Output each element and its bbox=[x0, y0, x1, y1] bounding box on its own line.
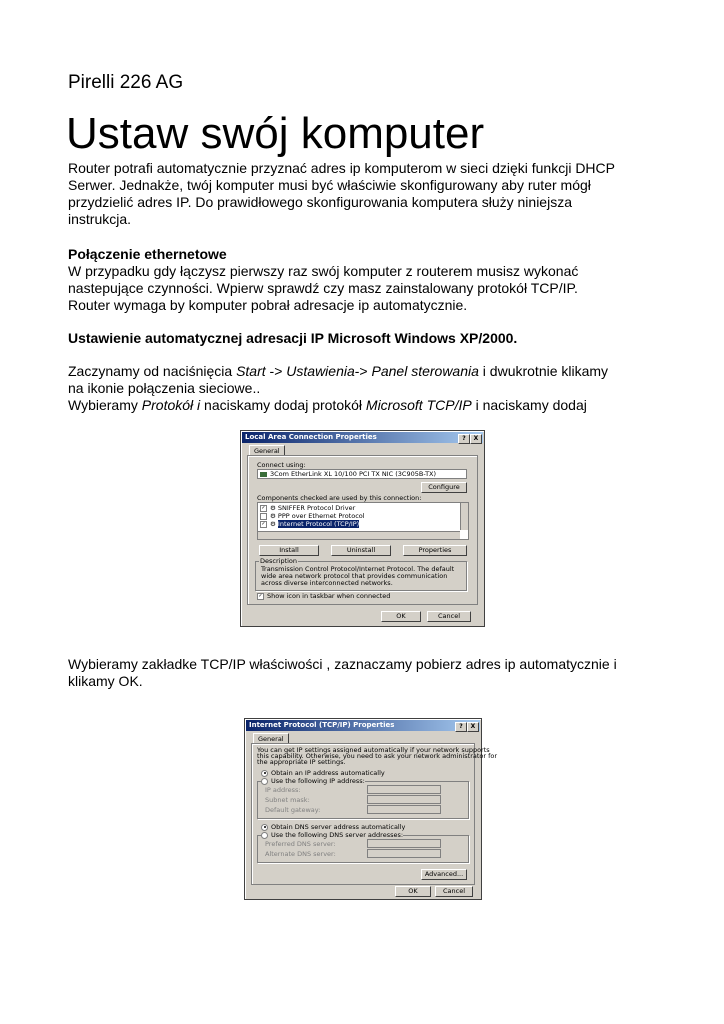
use-ip-option[interactable] bbox=[261, 777, 365, 785]
start-line-1 bbox=[68, 363, 668, 380]
default-gateway-field[interactable] bbox=[367, 805, 441, 814]
intro-line: przydzielić adres IP. Do prawidłowego skonfigurowania komputera służy niniejsza bbox=[68, 194, 572, 210]
show-icon-option[interactable] bbox=[257, 592, 390, 600]
start-line-2: na ikonie połączenia sieciowe.. bbox=[68, 380, 261, 396]
components-list[interactable] bbox=[257, 502, 469, 540]
text-run: i naciskamy dodaj bbox=[471, 397, 587, 413]
help-button[interactable]: ? bbox=[455, 722, 467, 732]
italic-run: Protokół i bbox=[141, 397, 201, 413]
ok-button[interactable]: OK bbox=[395, 886, 431, 897]
use-dns-option[interactable] bbox=[261, 831, 403, 839]
tcp-line: klikamy OK. bbox=[68, 673, 143, 689]
start-line-3 bbox=[68, 397, 668, 414]
obtain-dns-option[interactable] bbox=[261, 823, 405, 831]
cancel-button[interactable]: Cancel bbox=[427, 611, 471, 622]
preferred-dns-field[interactable] bbox=[367, 839, 441, 848]
info-line: the appropriate IP settings. bbox=[257, 758, 346, 766]
horizontal-scrollbar[interactable] bbox=[258, 531, 460, 539]
text-run: naciskamy dodaj protokół bbox=[200, 397, 366, 413]
dialog-titlebar bbox=[246, 720, 480, 731]
text-run: Wybieramy bbox=[68, 397, 142, 413]
show-icon-label: Show icon in taskbar when connected bbox=[267, 592, 391, 600]
italic-run: Microsoft TCP/IP bbox=[365, 397, 472, 413]
obtain-dns-label: Obtain DNS server address automatically bbox=[271, 823, 406, 831]
ip-address-label: IP address: bbox=[265, 786, 301, 794]
use-dns-label: Use the following DNS server addresses: bbox=[271, 831, 404, 839]
intro-paragraph bbox=[68, 160, 668, 228]
connect-using-label: Connect using: bbox=[257, 461, 306, 469]
protocol-icon: ⚙ bbox=[270, 512, 276, 520]
alternate-dns-field[interactable] bbox=[367, 849, 441, 858]
local-area-connection-dialog bbox=[240, 430, 485, 627]
components-label: Components checked are used by this connection: bbox=[257, 494, 422, 502]
ethernet-line: nastepujące czynności. Wpierw sprawdź czy masz zainstalowany protokół TCP/IP. bbox=[68, 280, 578, 296]
text-run: -> bbox=[354, 363, 372, 379]
obtain-ip-option[interactable] bbox=[261, 769, 385, 777]
italic-run: Start bbox=[236, 363, 266, 379]
checkbox[interactable] bbox=[260, 513, 267, 520]
tab-general[interactable]: General bbox=[253, 733, 289, 744]
description-line: across diverse interconnected networks. bbox=[261, 579, 393, 587]
description-line: Transmission Control Protocol/Internet Protocol. The default bbox=[261, 565, 455, 573]
document-title: Ustaw swój komputer bbox=[66, 109, 485, 158]
protocol-icon: ⚙ bbox=[270, 520, 276, 528]
configure-button[interactable]: Configure bbox=[421, 482, 467, 493]
italic-run: Ustawienia bbox=[286, 363, 355, 379]
tab-general[interactable]: General bbox=[249, 445, 285, 456]
tcpip-properties-dialog bbox=[244, 718, 498, 900]
dialog-title: Internet Protocol (TCP/IP) Properties bbox=[249, 721, 395, 729]
info-line: this capability. Otherwise, you need to ask your network administrator for bbox=[257, 752, 498, 760]
cancel-button[interactable]: Cancel bbox=[435, 886, 473, 897]
show-icon-checkbox[interactable]: ✓ bbox=[258, 592, 263, 599]
checkbox[interactable]: ✓ bbox=[261, 520, 266, 527]
advanced-button[interactable]: Advanced... bbox=[421, 869, 467, 880]
ethernet-paragraph bbox=[68, 263, 668, 314]
list-item[interactable] bbox=[260, 512, 365, 520]
use-ip-radio[interactable] bbox=[261, 778, 268, 785]
component-label: PPP over Ethernet Protocol bbox=[277, 512, 365, 520]
ethernet-line: W przypadku gdy łączysz pierwszy raz swój komputer z routerem musisz wykonać bbox=[68, 263, 579, 279]
dialog-title: Local Area Connection Properties bbox=[245, 433, 377, 441]
start-instructions bbox=[68, 363, 668, 414]
xp-heading: Ustawienie automatycznej adresacji IP Microsoft Windows XP/2000. bbox=[68, 330, 518, 346]
component-label-selected: Internet Protocol (TCP/IP) bbox=[277, 520, 360, 528]
intro-line: instrukcja. bbox=[68, 211, 132, 227]
info-line: You can get IP settings assigned automatically if your network supports bbox=[257, 746, 490, 754]
text-run: -> bbox=[265, 363, 287, 379]
close-button[interactable]: X bbox=[467, 722, 479, 732]
italic-run: Panel sterowania bbox=[371, 363, 479, 379]
adapter-name: 3Com EtherLink XL 10/100 PCI TX NIC (3C905B-TX) bbox=[270, 470, 437, 478]
adapter-field bbox=[257, 469, 467, 479]
alternate-dns-label: Alternate DNS server: bbox=[265, 850, 336, 858]
use-dns-radio[interactable] bbox=[261, 832, 268, 839]
text-run: Zaczynamy od naciśnięcia bbox=[68, 363, 237, 379]
text-run: i dwukrotnie klikamy bbox=[478, 363, 609, 379]
obtain-dns-radio[interactable] bbox=[261, 824, 268, 831]
properties-button[interactable]: Properties bbox=[403, 545, 467, 556]
description-line: wide area network protocol that provides communication bbox=[261, 572, 448, 580]
intro-line: Router potrafi automatycznie przyznać adres ip komputerom w sieci dzięki funkcji DHCP bbox=[68, 160, 615, 176]
subnet-mask-field[interactable] bbox=[367, 795, 441, 804]
tcp-line: Wybieramy zakładke TCP/IP właściwości , zaznaczamy pobierz adres ip automatycznie i bbox=[68, 656, 617, 672]
list-item[interactable] bbox=[260, 504, 355, 512]
description-label: Description bbox=[260, 557, 298, 565]
default-gateway-label: Default gateway: bbox=[265, 806, 321, 814]
vertical-scrollbar[interactable] bbox=[460, 503, 468, 530]
tcp-paragraph bbox=[68, 656, 668, 690]
subnet-mask-label: Subnet mask: bbox=[265, 796, 310, 804]
ip-address-field[interactable] bbox=[367, 785, 441, 794]
help-button[interactable]: ? bbox=[458, 434, 470, 444]
network-adapter-icon bbox=[260, 472, 267, 477]
obtain-ip-radio[interactable] bbox=[261, 770, 268, 777]
install-button[interactable]: Install bbox=[259, 545, 319, 556]
ethernet-line: Router wymaga by komputer pobrał adresacje ip automatycznie. bbox=[68, 297, 468, 313]
protocol-icon: ⚙ bbox=[270, 504, 276, 512]
ethernet-heading: Połączenie ethernetowe bbox=[68, 246, 227, 262]
document-subtitle: Pirelli 226 AG bbox=[68, 72, 184, 93]
obtain-ip-label: Obtain an IP address automatically bbox=[271, 769, 385, 777]
uninstall-button[interactable]: Uninstall bbox=[331, 545, 391, 556]
ok-button[interactable]: OK bbox=[381, 611, 421, 622]
close-button[interactable]: X bbox=[470, 434, 482, 444]
use-ip-label: Use the following IP address: bbox=[271, 777, 365, 785]
dialog-titlebar bbox=[242, 432, 483, 443]
intro-line: Serwer. Jednakże, twój komputer musi być właściwie skonfigurowany aby ruter mógł bbox=[68, 177, 591, 193]
preferred-dns-label: Preferred DNS server: bbox=[265, 840, 336, 848]
checkbox[interactable]: ✓ bbox=[261, 504, 266, 511]
component-label: SNIFFER Protocol Driver bbox=[277, 504, 356, 512]
list-item[interactable] bbox=[260, 520, 359, 528]
